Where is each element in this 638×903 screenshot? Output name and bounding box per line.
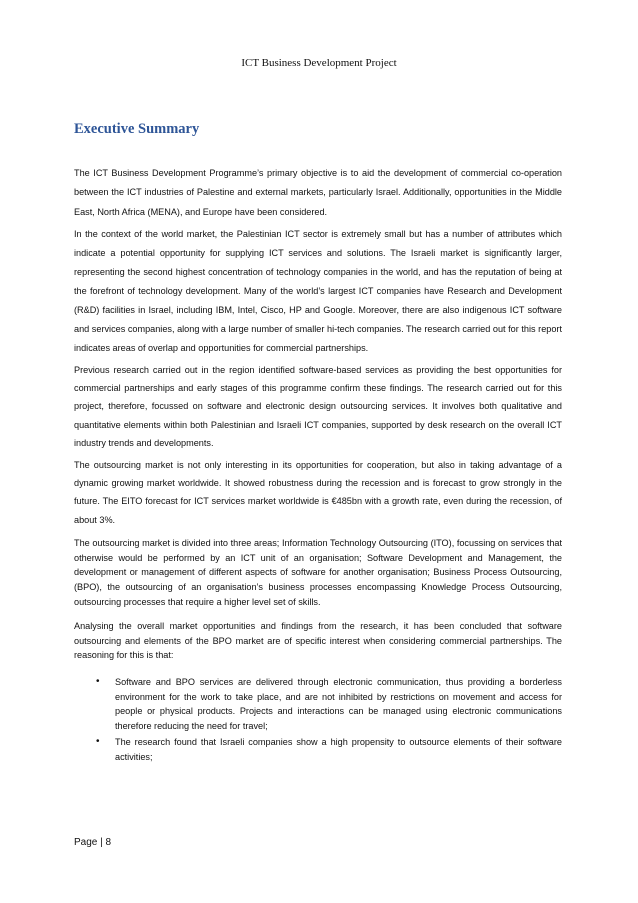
paragraph-world-market: In the context of the world market, the Palestinian ICT sector is extremely small but has a number of attributes which indicate a potential opportunity for supplying ICT services and solutions. The Israeli market is significantly larger, representing the second highest concentration of technology companies in the world, and has the reputation of being at the forefront of technology development. Many of the world’s largest ICT companies have Research and Development (R&D) facilities in Israel, including IBM, Intel, Cisco, HP and Google. Moreover, there are also indigenous ICT software and services companies, along with a large number of smaller hi-tech companies. The research carried out for this report indicates areas of overlap and opportunities for commercial partnerships. <box>74 229 562 353</box>
reasoning-list <box>74 675 562 765</box>
list-item <box>74 675 562 733</box>
paragraph-objective: The ICT Business Development Programme’s primary objective is to aid the development of commercial co-operation between the ICT industries of Palestine and external markets, particularly Israel. Additionally, opportunities in the Middle East, North Africa (MENA), and Europe have been considered. <box>74 168 562 217</box>
bullet-icon: • <box>96 736 100 748</box>
list-item-text: The research found that Israeli companies show a high propensity to outsource elements of their software activities; <box>115 737 562 762</box>
paragraph-previous-research: Previous research carried out in the region identified software-based services as providing the best opportunities for commercial partnerships and early stages of this programme confirm these findings. The research carried out for this project, therefore, focussed on software and electronic design outsourcing services. It involves both qualitative and quantitative elements within both Palestinian and Israeli ICT companies, supported by desk research on the overall ICT industry trends and developments. <box>74 364 562 449</box>
paragraph-outsourcing-market: The outsourcing market is not only interesting in its opportunities for cooperation, but also in taking advantage of a dynamic growing market worldwide. It showed robustness during the recession and is forecast to grow strongly in the future. The EITO forecast for ICT services market worldwide is €485bn with a growth rate, even during the recession, of about 3%. <box>74 459 562 525</box>
paragraph-analysis: Analysing the overall market opportunities and findings from the research, it has been concluded that software outsourcing and elements of the BPO market are of specific interest when considering commercial partnerships. The reasoning for this is that: <box>74 621 562 661</box>
list-item-text: Software and BPO services are delivered through electronic communication, thus providing a borderless environment for the work to take place, and are not inhibited by restrictions on movement and access for people or physical products. Projects and interactions can be managed using electronic communications therefore reducing the need for travel; <box>115 676 562 731</box>
running-header: ICT Business Development Project <box>241 57 397 69</box>
paragraph-outsourcing-areas: The outsourcing market is divided into three areas; Information Technology Outsourcing (ITO), focussing on services that otherwise would be performed by an ICT unit of an organisation; Software Development and Management, the development or management of different aspects of software for another organisation; Business Process Outsourcing, (BPO), the outsourcing of an organisation’s business processes encompassing Knowledge Process Outsourcing, outsourcing processes that require a higher level set of skills. <box>74 538 562 607</box>
bullet-icon: • <box>96 675 100 687</box>
list-item <box>74 735 562 764</box>
body-content <box>74 164 562 767</box>
page-number: Page | 8 <box>74 837 112 848</box>
section-title: Executive Summary <box>74 121 200 137</box>
